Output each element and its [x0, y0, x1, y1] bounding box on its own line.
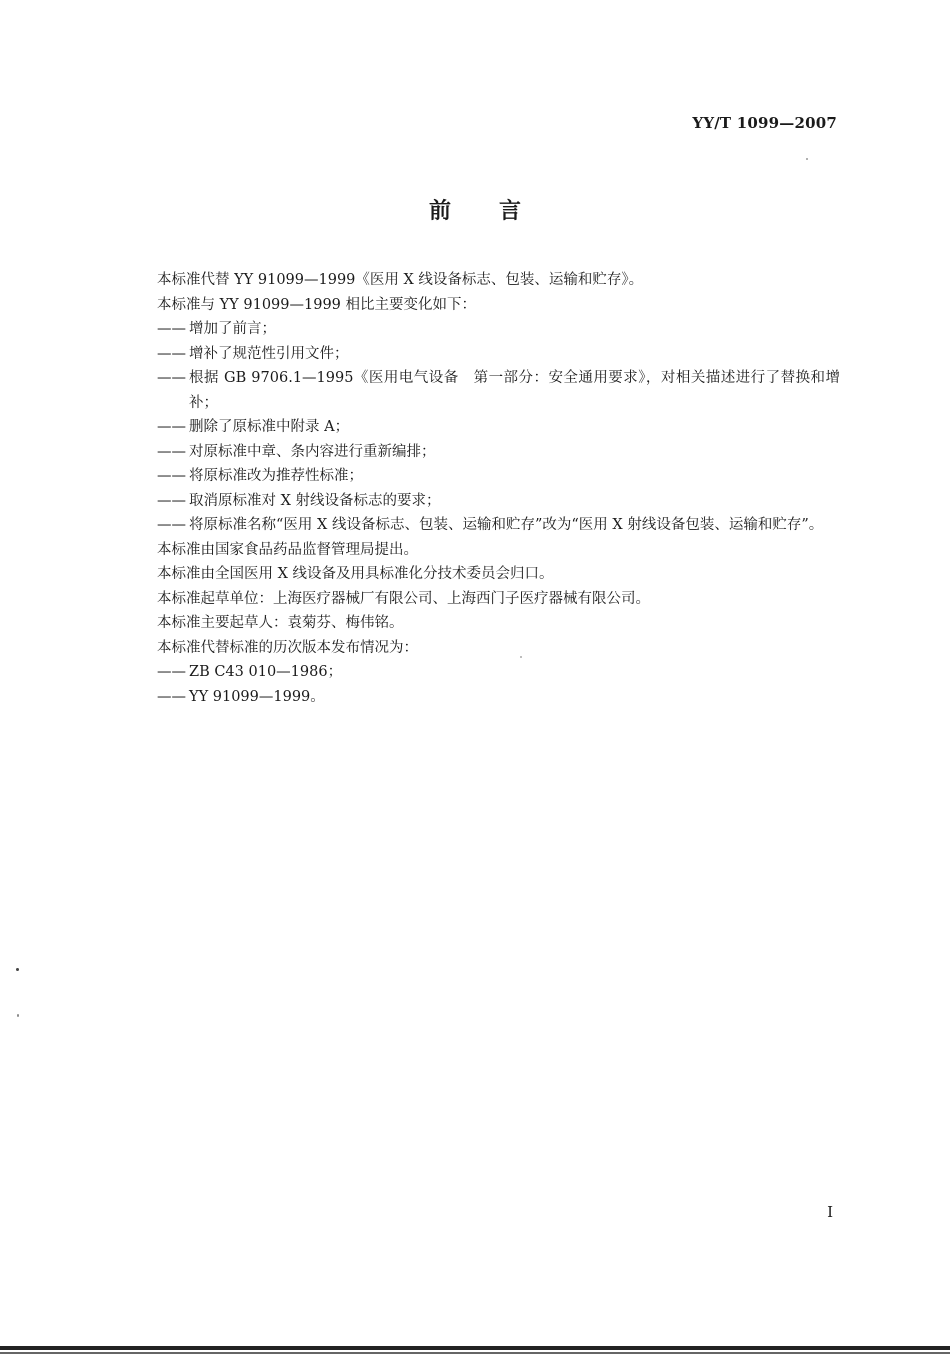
- list-item-text: 对原标准中章、条内容进行重新编排；: [189, 443, 436, 460]
- history-item: [157, 685, 840, 710]
- standard-code: YY/T 1099—2007: [692, 114, 837, 132]
- dash-marker: ——: [157, 688, 186, 705]
- list-item-text: 取消原标准对 X 射线设备标志的要求；: [189, 492, 441, 509]
- bottom-rule: [0, 1352, 950, 1354]
- list-item: [157, 342, 840, 367]
- paragraph-changes-intro: 本标准与 YY 91099—1999 相比主要变化如下：: [157, 296, 476, 313]
- history-item: [157, 660, 840, 685]
- scan-speck: [16, 968, 19, 971]
- dash-marker: ——: [157, 492, 186, 509]
- dash-marker: ——: [157, 443, 186, 460]
- dash-marker: ——: [157, 468, 186, 484]
- list-item-text: 将原标准改为推荐性标准；: [189, 468, 363, 484]
- dash-marker: ——: [157, 345, 186, 362]
- list-item-text: 根据 GB 9706.1—1995《医用电气设备 第一部分：安全通用要求》，对相关描述进行了替换和增补；: [189, 370, 840, 411]
- list-item: [157, 489, 840, 514]
- list-item: [157, 464, 840, 489]
- list-item-text: 将原标准名称“医用 X 线设备标志、包装、运输和贮存”改为“医用 X 射线设备包装、运输和贮存”。: [189, 517, 824, 533]
- page-number: I: [827, 1203, 833, 1221]
- list-item: [157, 513, 840, 538]
- scan-speck: [17, 1014, 19, 1017]
- scan-speck: [806, 158, 808, 160]
- dash-marker: ——: [157, 664, 186, 680]
- dash-marker: ——: [157, 517, 186, 533]
- list-item: [157, 366, 840, 415]
- dash-marker: ——: [157, 321, 186, 337]
- paragraph-proposed-by: 本标准由国家食品药品监督管理局提出。: [157, 541, 418, 558]
- paragraph-drafting-units: 本标准起草单位：上海医疗器械厂有限公司、上海西门子医疗器械有限公司。: [157, 590, 650, 607]
- list-item-text: 增补了规范性引用文件；: [189, 345, 349, 362]
- history-item-text: YY 91099—1999。: [189, 688, 325, 705]
- page-title: 前言: [428, 199, 569, 224]
- paragraph-replaces: 本标准代替 YY 91099—1999《医用 X 线设备标志、包装、运输和贮存》。: [157, 272, 644, 288]
- history-item-text: ZB C43 010—1986；: [189, 664, 343, 680]
- list-item: [157, 440, 840, 465]
- dash-marker: ——: [157, 370, 186, 386]
- list-item-text: 删除了原标准中附录 A；: [189, 419, 350, 435]
- list-item-text: 增加了前言；: [189, 321, 276, 337]
- list-item: [157, 317, 840, 342]
- scan-speck: [520, 656, 522, 658]
- paragraph-centralized-by: 本标准由全国医用 X 线设备及用具标准化分技术委员会归口。: [157, 566, 554, 582]
- dash-marker: ——: [157, 419, 186, 435]
- paragraph-main-drafters: 本标准主要起草人：袁菊芬、梅伟铭。: [157, 615, 404, 631]
- bottom-rule: [0, 1346, 950, 1350]
- list-item: [157, 415, 840, 440]
- paragraph-history-intro: 本标准代替标准的历次版本发布情况为：: [157, 639, 418, 656]
- foreword-content: [157, 268, 840, 709]
